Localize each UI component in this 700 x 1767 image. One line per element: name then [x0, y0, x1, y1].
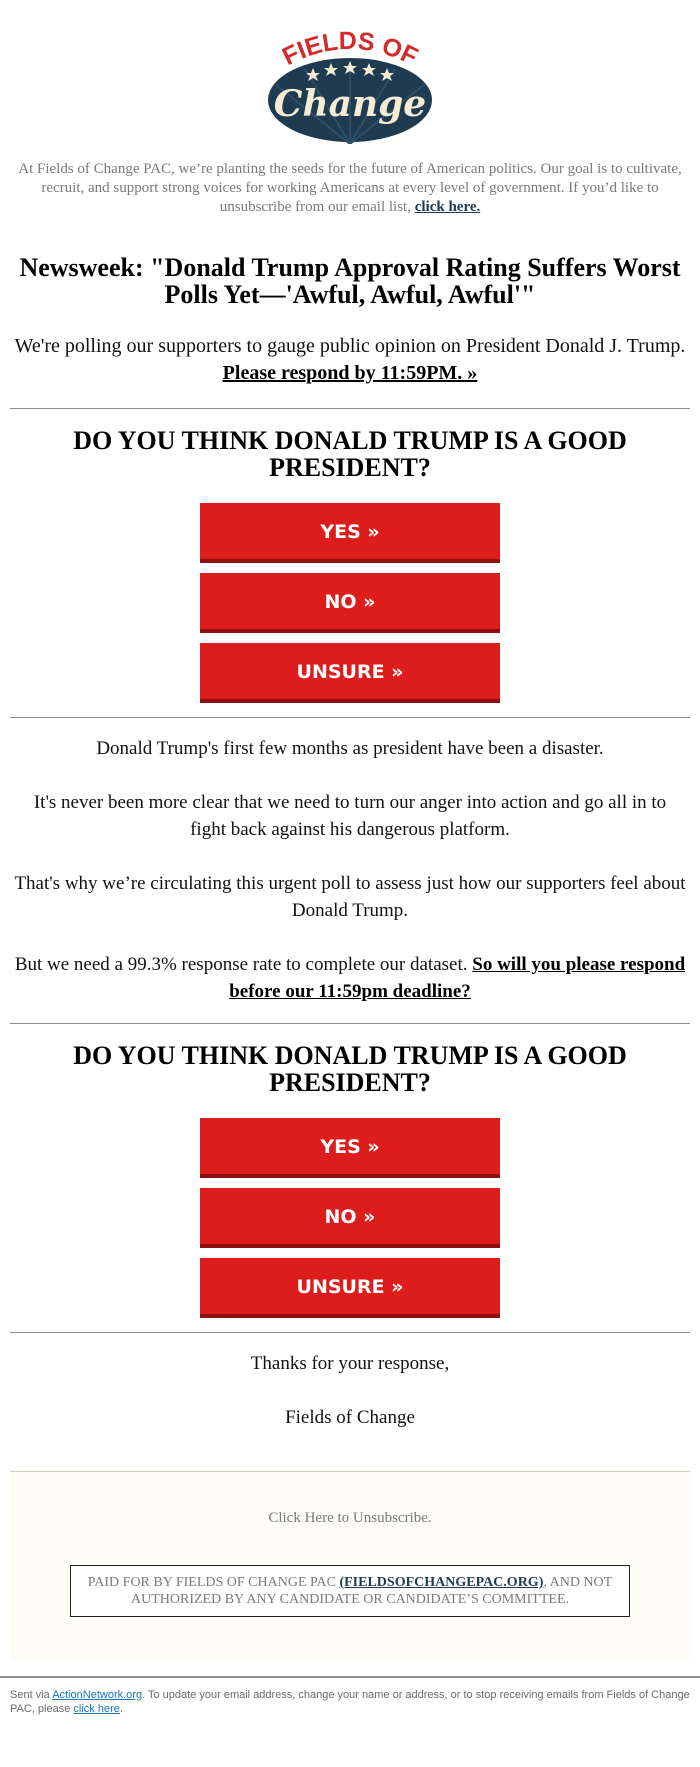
- paid-text-post: , AND NOT AUTHORIZED BY ANY CANDIDATE OR CANDIDATE’S COMMITTEE.: [131, 1575, 613, 1607]
- poll-question-2: DO YOU THINK DONALD TRUMP IS A GOOD PRESIDENT?: [73, 1041, 627, 1097]
- logo-area: [10, 0, 690, 160]
- footer-unsubscribe-link[interactable]: Click Here to Unsubscribe.: [268, 1510, 432, 1526]
- body-paragraph-1: Donald Trump's first few months as president have been a disaster.: [96, 738, 604, 759]
- polling-text: We're polling our supporters to gauge public opinion on President Donald J. Trump.: [14, 335, 686, 357]
- body-paragraph-2: It's never been more clear that we need to turn our anger into action and go all in to fight back against his dangerous platform.: [33, 792, 667, 840]
- polling-paragraph: [10, 333, 690, 387]
- sent-prefix: Sent via: [10, 1689, 53, 1701]
- sent-middle: . To update your email address, change your name or address, or to stop receiving emails from Fields of Change PAC, please: [10, 1689, 690, 1715]
- sent-unsubscribe-link[interactable]: click here: [73, 1703, 120, 1715]
- intro-text: At Fields of Change PAC, we’re planting the seeds for the future of American politics. Our goal is to cultivate, recruit, and support strong voices for working Americans at every level of government. If you’d like to unsubscribe from our email list,: [18, 161, 682, 215]
- paid-for-disclaimer: [70, 1565, 630, 1617]
- poll2-no-button[interactable]: NO »: [200, 1188, 500, 1248]
- sent-via-bar: [0, 1676, 700, 1716]
- intro-unsubscribe-link[interactable]: click here.: [414, 199, 481, 215]
- respond-before-deadline-link[interactable]: So will you please respond before our 11:59pm deadline?: [229, 954, 686, 1002]
- actionnetwork-link[interactable]: ActionNetwork.org: [52, 1689, 143, 1701]
- body-paragraph-3: That's why we’re circulating this urgent poll to assess just how our supporters feel about Donald Trump.: [14, 873, 686, 921]
- logo-text-top: FIELDS OF: [277, 26, 423, 72]
- body-paragraph-4: [14, 951, 686, 1005]
- message-body: [10, 735, 690, 1005]
- poll1-unsure-button[interactable]: UNSURE »: [200, 643, 500, 703]
- closing-signature: Fields of Change: [285, 1407, 415, 1428]
- poll1-yes-button[interactable]: YES »: [200, 503, 500, 563]
- body-paragraph-4-text: But we need a 99.3% response rate to complete our dataset.: [14, 954, 473, 975]
- poll-question-1: DO YOU THINK DONALD TRUMP IS A GOOD PRESIDENT?: [73, 426, 627, 482]
- poll2-unsure-button[interactable]: UNSURE »: [200, 1258, 500, 1318]
- logo-text-change: Change: [273, 83, 427, 125]
- respond-deadline-link[interactable]: Please respond by 11:59PM. »: [222, 362, 478, 384]
- pac-website-link[interactable]: (FIELDSOFCHANGEPAC.ORG): [339, 1575, 544, 1590]
- footer: [10, 1471, 690, 1661]
- newsweek-headline: Newsweek: "Donald Trump Approval Rating Suffers Worst Polls Yet—'Awful, Awful, Awful'": [19, 253, 681, 309]
- poll2-yes-button[interactable]: YES »: [200, 1118, 500, 1178]
- poll1-no-button[interactable]: NO »: [200, 573, 500, 633]
- closing-thanks: Thanks for your response,: [250, 1353, 450, 1374]
- intro-paragraph: [10, 160, 690, 217]
- sent-suffix: .: [119, 1703, 123, 1715]
- paid-text-pre: PAID FOR BY FIELDS OF CHANGE PAC: [87, 1575, 340, 1590]
- fields-of-change-logo[interactable]: [255, 24, 445, 144]
